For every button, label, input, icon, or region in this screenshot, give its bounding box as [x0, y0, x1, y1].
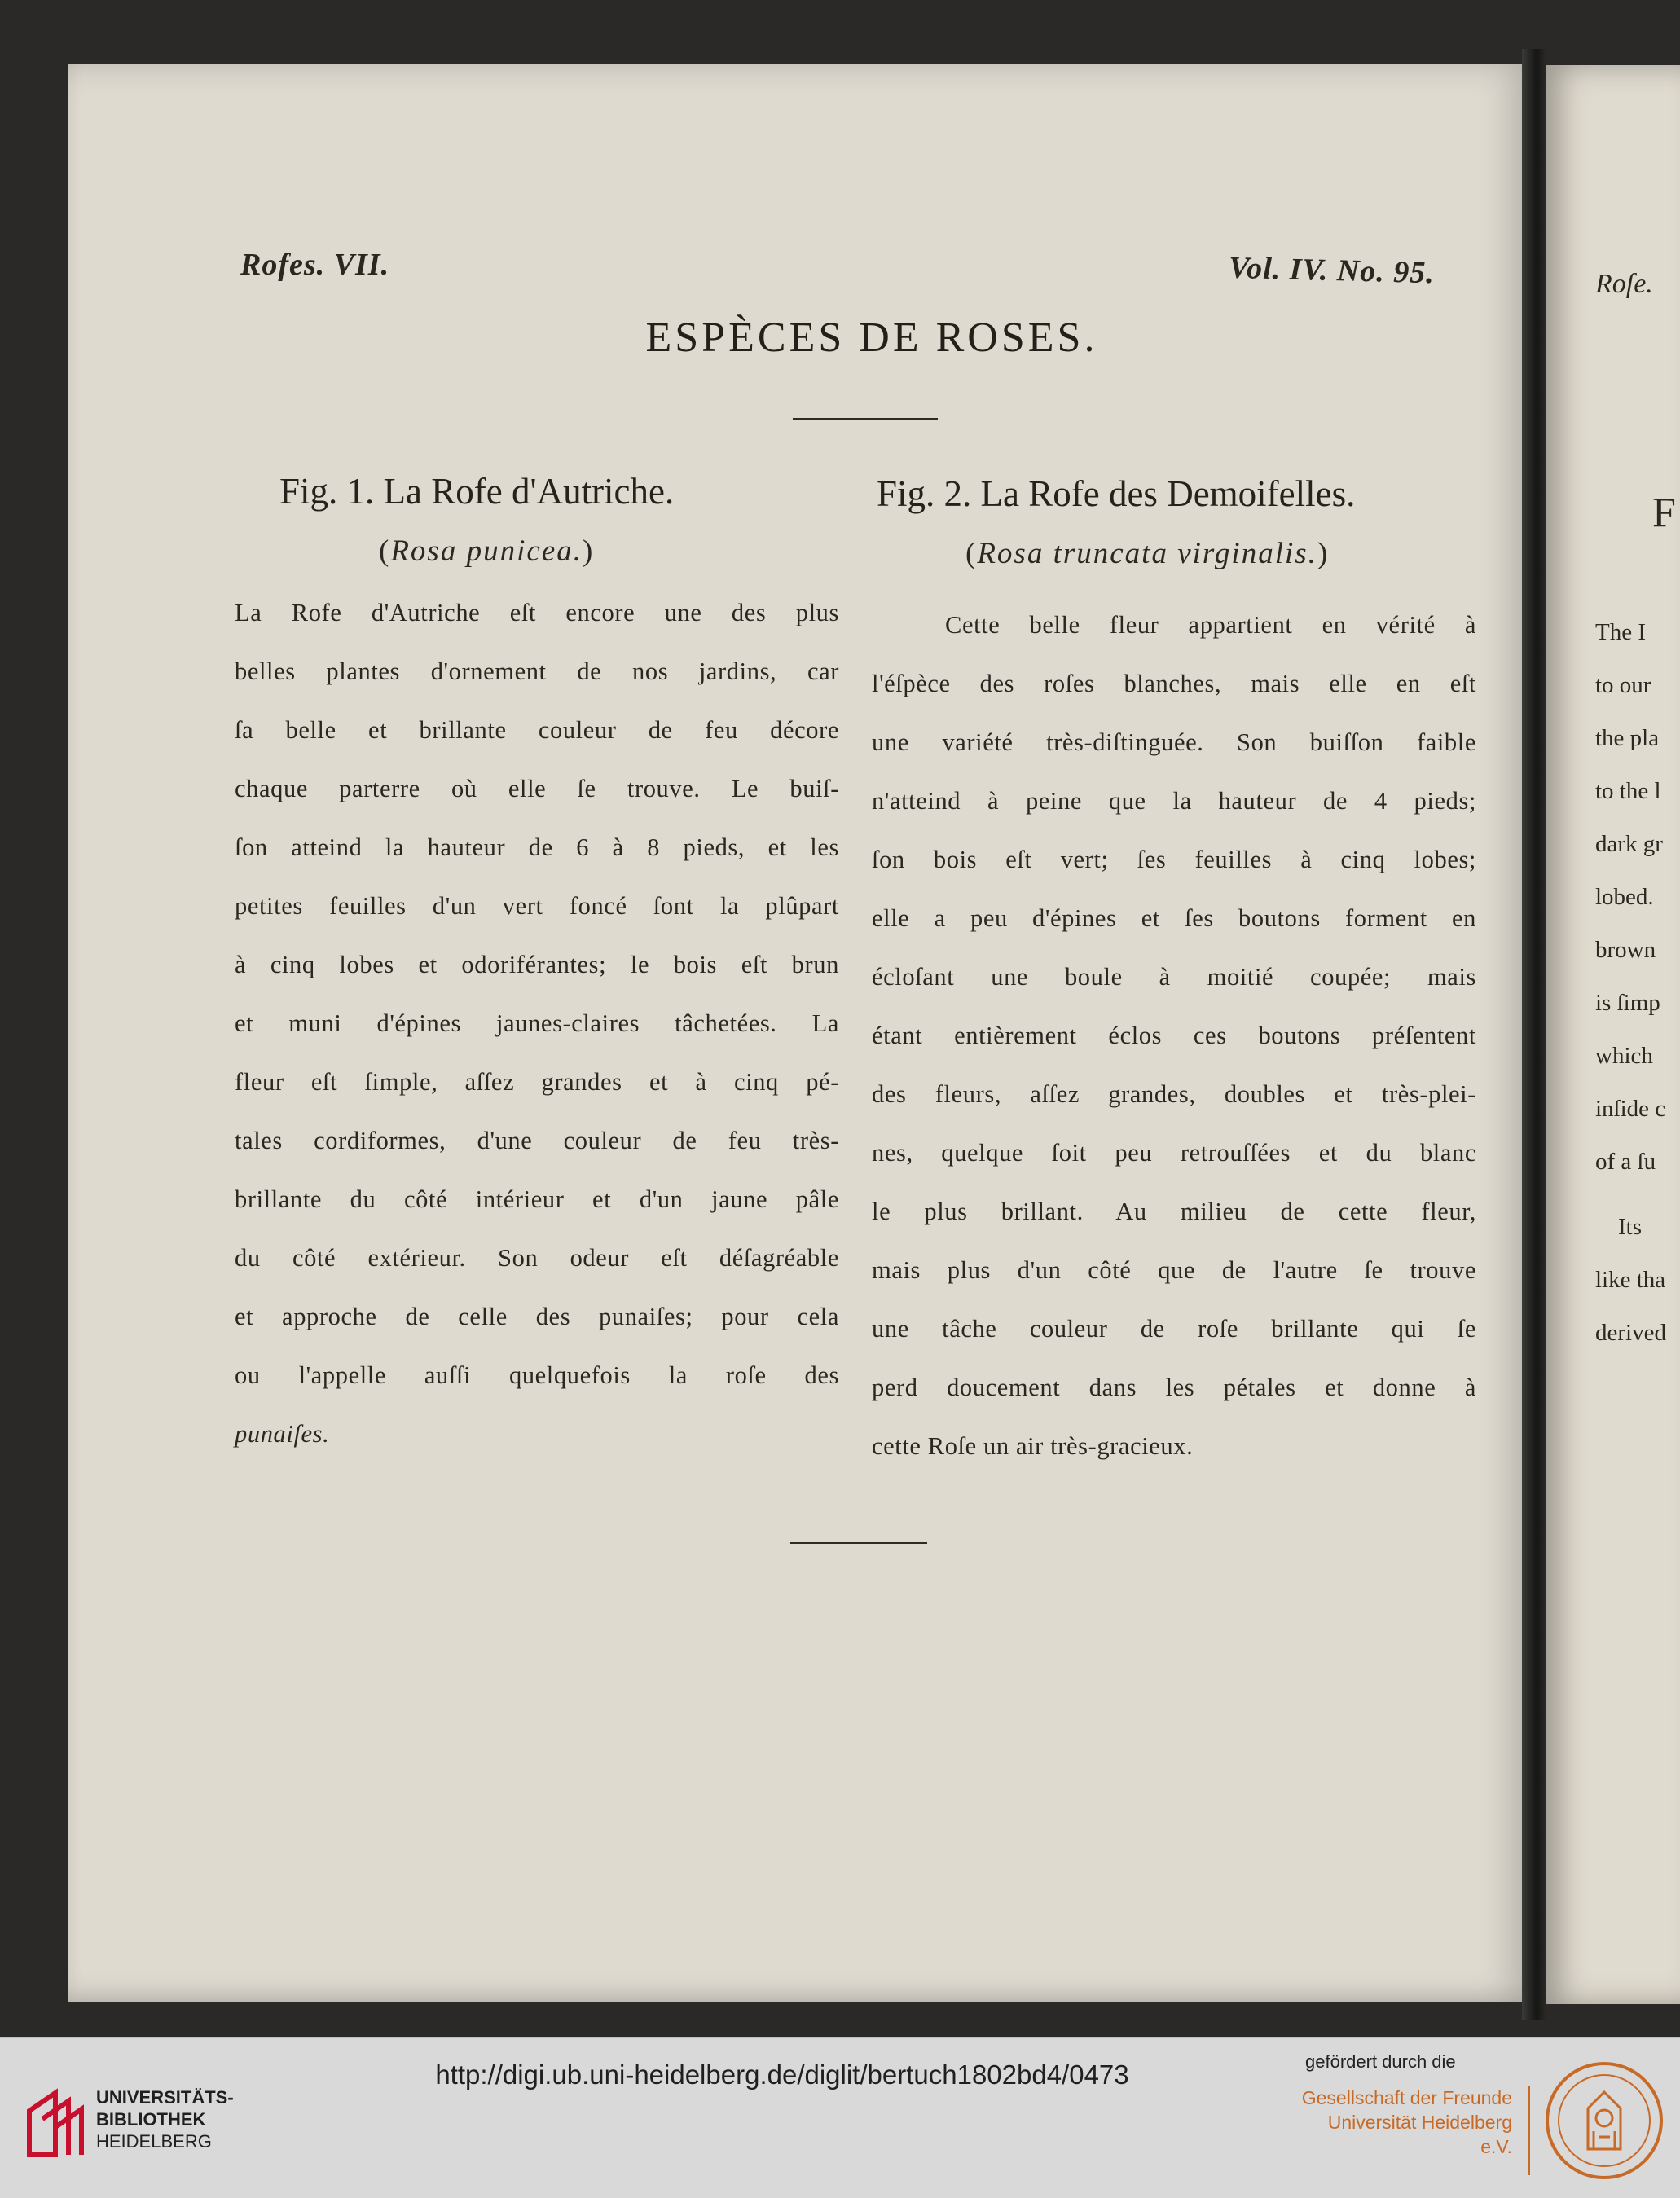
text-line: tales cordiformes, d'une couleur de feu très-	[235, 1127, 839, 1154]
library-name-line3: HEIDELBERG	[96, 2131, 212, 2152]
next-page-line: The I	[1595, 619, 1646, 645]
text-line: le plus brillant. Au milieu de cette fleur,	[872, 1198, 1476, 1225]
text-line: petites feuilles d'un vert foncé ſont la plûpart	[235, 892, 839, 920]
text-line: ſon bois eſt vert; ſes feuilles à cinq lobes;	[872, 846, 1476, 873]
library-name	[96, 2086, 234, 2152]
sponsor-name[interactable]	[1300, 2086, 1512, 2159]
text-line: n'atteind à peine que la hauteur de 4 pieds;	[872, 787, 1476, 815]
text-line: des fleurs, aſſez grandes, doubles et très-plei-	[872, 1080, 1476, 1108]
next-page-line: to the l	[1595, 778, 1661, 804]
library-name-line2: BIBLIOTHEK	[96, 2109, 206, 2130]
next-page-line: brown	[1595, 937, 1656, 963]
text-line: La Rofe d'Autriche eſt encore une des plus	[235, 599, 839, 626]
text-line: étant entièrement éclos ces boutons préſentent	[872, 1022, 1476, 1049]
ub-heidelberg-logo-icon[interactable]	[23, 2086, 90, 2161]
text-line: ſa belle et brillante couleur de feu décore	[235, 716, 839, 744]
text-line: brillante du côté intérieur et d'un jaune pâle	[235, 1185, 839, 1213]
running-head-left: Rofes. VII.	[240, 248, 390, 282]
fig-2-latin-text: Rosa truncata virginalis.	[977, 537, 1317, 570]
permalink-url[interactable]: http://digi.ub.uni-heidelberg.de/diglit/bertuch1802bd4/0473	[435, 2060, 1129, 2090]
text-line: et approche de celle des punaiſes; pour cela	[235, 1303, 839, 1330]
text-line: punaiſes.	[235, 1420, 330, 1448]
support-text: gefördert durch die	[1305, 2051, 1456, 2072]
text-line: perd doucement dans les pétales et donne à	[872, 1374, 1476, 1401]
text-line: chaque parterre où elle ſe trouve. Le buiſ-	[235, 775, 839, 802]
running-head-right: Vol. IV. No. 95.	[1228, 250, 1436, 291]
next-page-line: derived	[1595, 1320, 1666, 1346]
text-line: du côté extérieur. Son odeur eſt déſagréable	[235, 1244, 839, 1272]
text-line: Cette belle fleur appartient en vérité à	[945, 611, 1476, 639]
text-line: une tâche couleur de roſe brillante qui ſe	[872, 1315, 1476, 1343]
page-title: ESPÈCES DE ROSES.	[645, 314, 1098, 361]
text-line: fleur eſt ſimple, aſſez grandes et à cinq pé-	[235, 1068, 839, 1096]
text-line: une variété très-diſtinguée. Son buiſſon faible	[872, 728, 1476, 756]
fig-1-latin-text: Rosa punicea.	[390, 534, 583, 568]
fig-2-title: Fig. 2. La Rofe des Demoifelles.	[877, 473, 1356, 514]
text-line: à cinq lobes et odoriférantes; le bois eſt brun	[235, 951, 839, 978]
text-line: ſon atteind la hauteur de 6 à 8 pieds, et les	[235, 833, 839, 861]
end-rule	[790, 1542, 927, 1544]
next-page-running-head: Roſe.	[1595, 269, 1653, 299]
next-page-line: like tha	[1595, 1267, 1666, 1293]
title-rule	[793, 418, 938, 420]
fig-2-latin-name: (Rosa truncata virginalis.)	[965, 537, 1330, 570]
next-page-line: to our	[1595, 672, 1651, 698]
university-seal-icon	[1543, 2060, 1665, 2182]
text-line: ou l'appelle auſſi quelquefois la roſe des	[235, 1361, 839, 1389]
text-line: écloſant une boule à moitié coupée; mais	[872, 963, 1476, 991]
text-line: belles plantes d'ornement de nos jardins, car	[235, 657, 839, 685]
next-page-line: dark gr	[1595, 831, 1663, 857]
next-page-line: inſide c	[1595, 1096, 1666, 1122]
footer-divider	[1528, 2086, 1530, 2175]
text-line: mais plus d'un côté que de l'autre ſe trouve	[872, 1256, 1476, 1284]
next-page-line: which	[1595, 1043, 1653, 1069]
next-page-line: Its	[1618, 1214, 1642, 1240]
next-page-line: of a ſu	[1595, 1149, 1656, 1175]
text-line: l'éſpèce des roſes blanches, mais elle en eſt	[872, 670, 1476, 697]
sponsor-line1: Gesellschaft der Freunde	[1301, 2087, 1512, 2108]
next-page-heading-letter: F	[1652, 490, 1676, 536]
text-line: elle a peu d'épines et ſes boutons forment en	[872, 904, 1476, 932]
text-line: et muni d'épines jaunes-claires tâchetées. La	[235, 1009, 839, 1037]
next-page-line: the pla	[1595, 725, 1660, 751]
text-line: cette Roſe un air très-gracieux.	[872, 1432, 1194, 1460]
fig-1-latin-name: (Rosa punicea.)	[379, 534, 595, 568]
text-line: nes, quelque ſoit peu retrouſſées et du blanc	[872, 1139, 1476, 1167]
library-name-line1: UNIVERSITÄTS-	[96, 2087, 234, 2108]
next-page-line: is ſimp	[1595, 990, 1660, 1016]
fig-1-title: Fig. 1. La Rofe d'Autriche.	[279, 471, 675, 512]
next-page-line: lobed.	[1595, 884, 1654, 910]
sponsor-line2: Universität Heidelberg e.V.	[1327, 2112, 1512, 2157]
